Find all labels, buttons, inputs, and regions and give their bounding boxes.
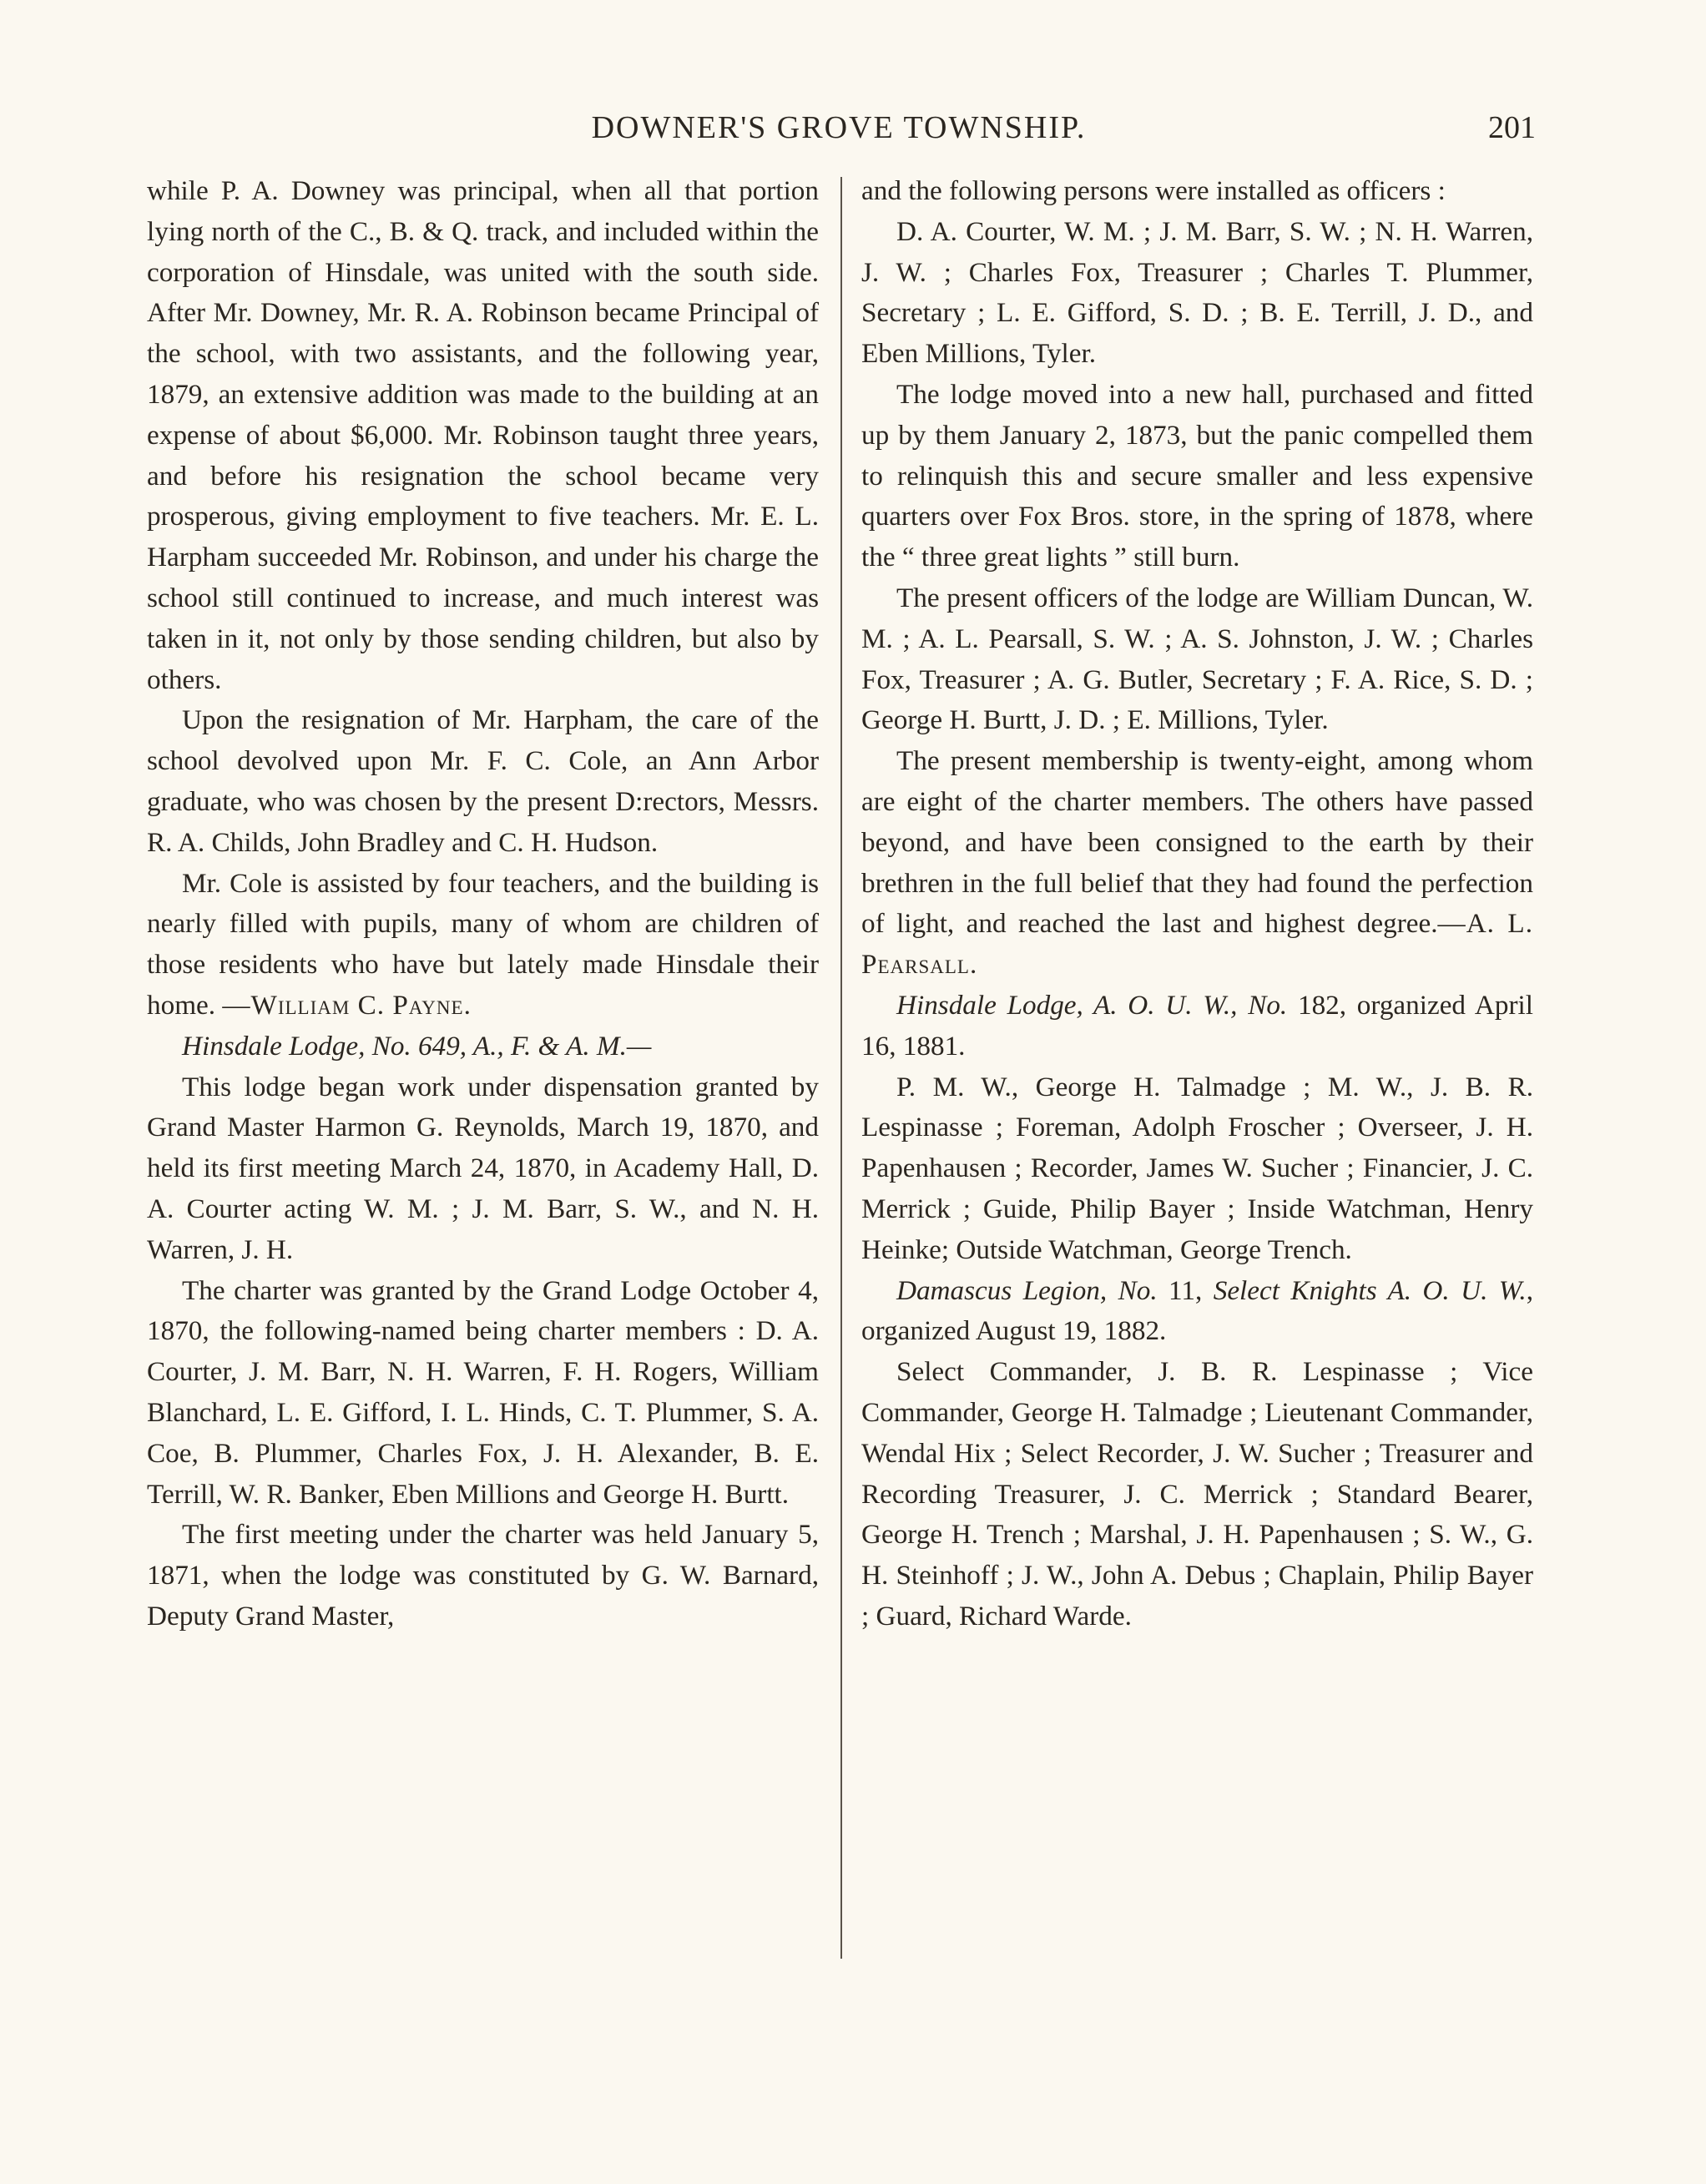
paragraph: Select Commander, J. B. R. Lespinasse ; Vice Commander, George H. Talmadge ; Lieutenant Commander, Wendal Hix ; Select Recorder, J. W. Sucher ; Treasurer and Recording Treasurer, J. C. Merrick ; Standard Bearer, George H. Trench ; Marshal, J. H. Papenhausen ; S. W., G. H. Steinhoff ; J. W., John A. Debus ; Chaplain, Philip Bayer ; Guard, Richard Warde.: [861, 1356, 1533, 1632]
paragraph: This lodge began work under dispensation granted by Grand Master Harmon G. Reynolds, March 19, 1870, and held its first meeting March 24, 1870, in Academy Hall, D. A. Courter acting W. M. ; J. M. Barr, S. W., and N. H. Warren, J. H.: [147, 1071, 819, 1265]
author-signature: —A. L. Pearsall.: [861, 908, 1533, 981]
page-number: 201: [1488, 110, 1536, 145]
section-heading: Select Knights A. O. U. W.: [1213, 1274, 1527, 1306]
paragraph: [861, 741, 1533, 986]
paragraph: The first meeting under the charter was held January 5, 1871, when the lodge was constituted by G. W. Barnard, Deputy Grand Master,: [147, 1519, 819, 1632]
author-signature: —William C. Payne.: [222, 989, 472, 1021]
left-column: [147, 171, 819, 1637]
paragraph: [147, 864, 819, 1026]
paragraph: D. A. Courter, W. M. ; J. M. Barr, S. W. ; N. H. Warren, J. W. ; Charles Fox, Treasurer ; Charles T. Plummer, Secretary ; L. E. Gifford, S. D. ; B. E. Terrill, J. D., and Eben Millions, Tyler.: [861, 215, 1533, 370]
paragraph-text: 11,: [1157, 1274, 1214, 1306]
paragraph: The present officers of the lodge are William Duncan, W. M. ; A. L. Pearsall, S. W. ; A. S. Johnston, J. W. ; Charles Fox, Treasurer ; A. G. Butler, Secretary ; F. A. Rice, S. D. ; George H. Burtt, J. D. ; E. Millions, Tyler.: [861, 582, 1533, 736]
paragraph: and the following persons were installed as officers :: [861, 175, 1446, 206]
section-heading: Hinsdale Lodge, No. 649, A., F. & A. M.—: [182, 1030, 652, 1062]
paragraph: P. M. W., George H. Talmadge ; M. W., J. B. R. Lespinasse ; Foreman, Adolph Froscher ; Overseer, J. H. Papenhausen ; Recorder, James W. Sucher ; Financier, J. C. Merrick ; Guide, Philip Bayer ; Inside Watchman, Henry Heinke; Outside Watchman, George Trench.: [861, 1071, 1533, 1265]
column-divider: [840, 177, 842, 1959]
paragraph: [861, 986, 1533, 1067]
paragraph: The lodge moved into a new hall, purchased and fitted up by them January 2, 1873, but the panic compelled them to relinquish this and secure smaller and less expensive quarters over Fox Bros. store, in the spring of 1878, where the “ three great lights ” still burn.: [861, 378, 1533, 573]
paragraph: [861, 1271, 1533, 1353]
paragraph: The charter was granted by the Grand Lodge October 4, 1870, the following-named being charter members : D. A. Courter, J. M. Barr, N. H. Warren, F. H. Rogers, William Blanchard, L. E. Gifford, I. L. Hinds, C. T. Plummer, S. A. Coe, B. Plummer, Charles Fox, J. H. Alexander, B. E. Terrill, W. R. Banker, Eben Millions and George H. Burtt.: [147, 1274, 819, 1510]
paragraph-text: 182, organized April 16, 1881.: [861, 989, 1533, 1062]
paragraph: while P. A. Downey was principal, when all that portion lying north of the C., B. & Q. track, and included within the corporation of Hinsdale, was united with the south side. After Mr. Downey, Mr. R. A. Robinson became Principal of the school, with two assistants, and the following year, 1879, an extensive addition was made to the building at an expense of about $6,000. Mr. Robinson taught three years, and before his resignation the school became very prosperous, giving employment to five teachers. Mr. E. L. Harpham succeeded Mr. Robinson, and under his charge the school still continued to increase, and much interest was taken in it, not only by those sending children, but also by others.: [147, 175, 819, 695]
paragraph-text: Mr. Cole is assisted by four teachers, and the building is nearly filled with pupils, many of whom are children of those residents who have but lately made Hinsdale their home.: [147, 867, 819, 1021]
page-header: [142, 107, 1536, 149]
section-heading: Hinsdale Lodge, A. O. U. W., No.: [896, 989, 1288, 1021]
paragraph-text: The present membership is twenty-eight, among whom are eight of the charter members. The others have passed beyond, and have been consigned to the earth by their brethren in the full belief that they had found the perfection of light, and reached the last and highest degree.: [861, 745, 1533, 940]
running-title: DOWNER'S GROVE TOWNSHIP.: [591, 110, 1087, 145]
paragraph-text: , organized August 19, 1882.: [861, 1274, 1533, 1347]
right-column: [861, 171, 1533, 1637]
section-heading: Damascus Legion, No.: [896, 1274, 1158, 1306]
paragraph: Upon the resignation of Mr. Harpham, the care of the school devolved upon Mr. F. C. Cole, an Ann Arbor graduate, who was chosen by the present D:rectors, Messrs. R. A. Childs, John Bradley and C. H. Hudson.: [147, 704, 819, 858]
